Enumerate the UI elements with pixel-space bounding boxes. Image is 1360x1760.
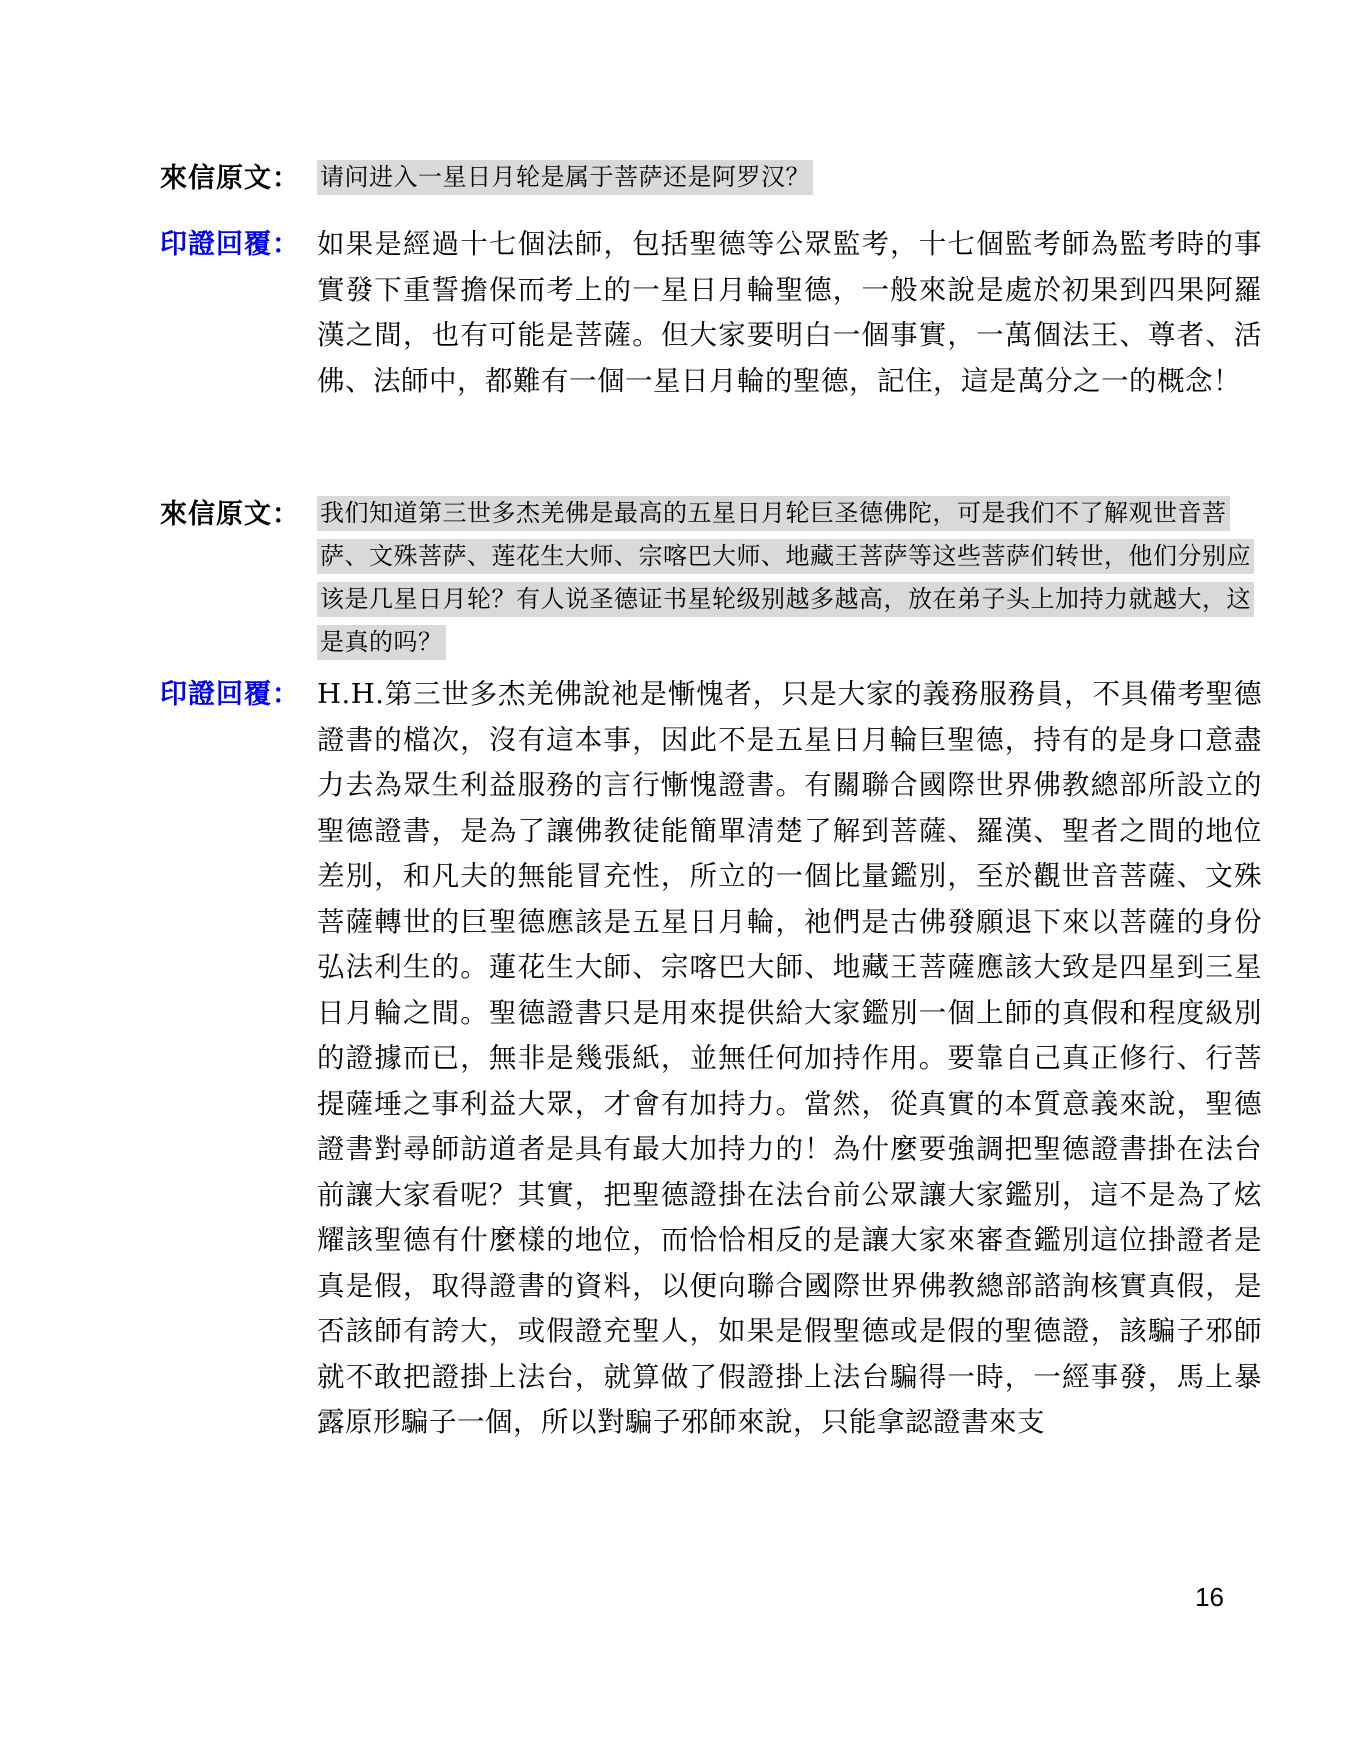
reply-text: H.H.第三世多杰羌佛說祂是慚愧者，只是大家的義務服務員，不具備考聖德證書的檔次，沒有這本事，因此不是五星日月輪巨聖德，持有的是身口意盡力去為眾生利益服務的言行慚愧證書。有關聯合國際世界佛教總部所設立的聖德證書，是為了讓佛教徒能簡單清楚了解到菩薩、羅漢、聖者之間的地位差別，和凡夫的無能冒充性，所立的一個比量鑑別，至於觀世音菩薩、文殊菩薩轉世的巨聖德應該是五星日月輪，祂們是古佛發願退下來以菩薩的身份弘法利生的。蓮花生大師、宗喀巴大師、地藏王菩薩應該大致是四星到三星日月輪之間。聖德證書只是用來提供給大家鑑別一個上師的真假和程度級別的證據而已，無非是幾張紙，並無任何加持作用。要靠自己真正修行、行菩提薩埵之事利益大眾，才會有加持力。當然，從真實的本質意義來說，聖德證書對尋師訪道者是具有最大加持力的！為什麼要強調把聖德證書掛在法台前讓大家看呢？其實，把聖德證掛在法台前公眾讓大家鑑別，這不是為了炫耀該聖德有什麼樣的地位，而恰恰相反的是讓大家來審查鑑別這位掛證者是真是假，取得證書的資料，以便向聯合國際世界佛教總部諮詢核實真假，是否該師有誇大，或假證充聖人，如果是假聖德或是假的聖德證，該騙子邪師就不敢把證掛上法台，就算做了假證掛上法台騙得一時，一經事發，馬上暴露原形騙子一個，所以對騙子邪師來說，只能拿認證書來支 bbox=[317, 678, 1262, 1438]
letter-text-block bbox=[317, 492, 1262, 664]
letter-entry-2 bbox=[160, 492, 1260, 664]
reply-label: 印證回覆： bbox=[160, 679, 300, 710]
reply-text: 如果是經過十七個法師，包括聖德等公眾監考，十七個監考師為監考時的事實發下重誓擔保而考上的一星日月輪聖德，一般來說是處於初果到四果阿羅漢之間，也有可能是菩薩。但大家要明白一個事實，一萬個法王、尊者、活佛、法師中，都難有一個一星日月輪的聖德，記住，這是萬分之一的概念！ bbox=[317, 228, 1262, 397]
reply-entry-1 bbox=[160, 222, 1260, 404]
letter-text-block bbox=[317, 156, 1262, 199]
letter-label: 來信原文： bbox=[160, 163, 300, 194]
letter-entry-1 bbox=[160, 156, 1260, 199]
letter-text: 请问进入一星日月轮是属于菩萨还是阿罗汉？ bbox=[317, 160, 813, 195]
letter-text: 我们知道第三世多杰羌佛是最高的五星日月轮巨圣德佛陀，可是我们不了解观世音菩萨、文殊菩萨、莲花生大师、宗喀巴大师、地藏王菩萨等这些菩萨们转世，他们分别应该是几星日月轮？有人说圣德证书星轮级别越多越高，放在弟子头上加持力就越大，这是真的吗？ bbox=[317, 496, 1254, 660]
letter-label: 來信原文： bbox=[160, 499, 300, 530]
reply-entry-2 bbox=[160, 672, 1260, 1446]
reply-label: 印證回覆： bbox=[160, 229, 300, 260]
page-number: 16 bbox=[1195, 1582, 1224, 1612]
